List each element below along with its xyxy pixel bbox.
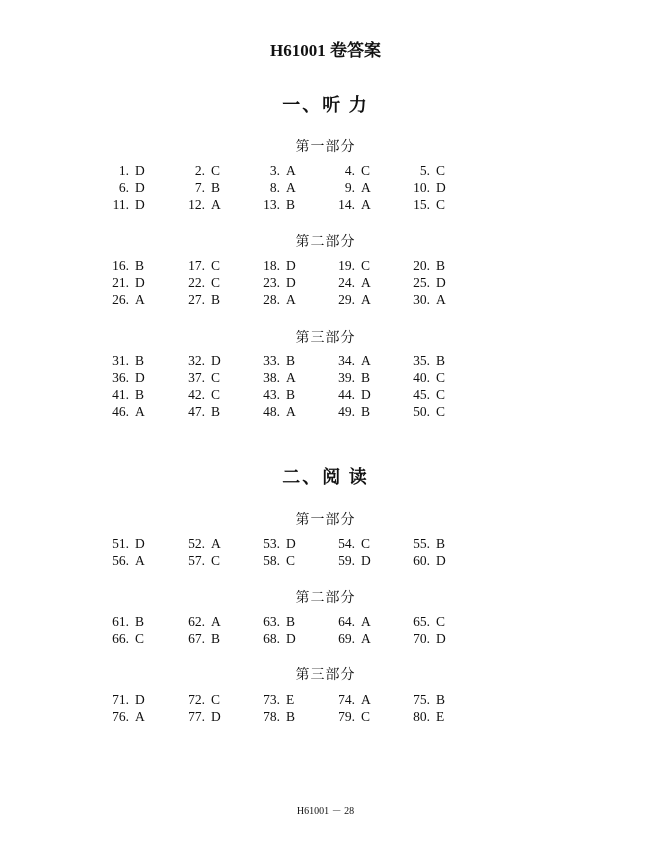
answer-letter: B bbox=[436, 692, 446, 707]
answer-letter: C bbox=[211, 387, 221, 402]
answer-letter: C bbox=[361, 709, 371, 724]
answer-letter: D bbox=[135, 180, 145, 195]
question-number: 29. bbox=[338, 292, 355, 307]
question-number: 73. bbox=[263, 692, 280, 707]
answer-letter: C bbox=[436, 387, 446, 402]
answer-letter: A bbox=[436, 292, 446, 307]
answer-letter: D bbox=[286, 631, 296, 646]
answer-letter: D bbox=[436, 553, 446, 568]
question-number: 30. bbox=[413, 292, 430, 307]
question-number: 76. bbox=[112, 709, 129, 724]
answer-letter: B bbox=[286, 197, 296, 212]
question-number: 36. bbox=[112, 370, 129, 385]
question-number: 80. bbox=[413, 709, 430, 724]
answer-row bbox=[0, 353, 651, 370]
answer-row bbox=[0, 163, 651, 180]
question-number: 58. bbox=[263, 553, 280, 568]
question-number: 66. bbox=[112, 631, 129, 646]
question-number: 60. bbox=[413, 553, 430, 568]
answer-letter: A bbox=[135, 709, 145, 724]
answer-letter: A bbox=[361, 353, 371, 368]
question-number: 9. bbox=[344, 180, 355, 195]
question-number: 49. bbox=[338, 404, 355, 419]
answer-letter: B bbox=[361, 404, 371, 419]
answer-row bbox=[0, 387, 651, 404]
question-number: 65. bbox=[413, 614, 430, 629]
answer-letter: B bbox=[211, 180, 221, 195]
answer-letter: B bbox=[286, 353, 296, 368]
question-number: 50. bbox=[413, 404, 430, 419]
answer-letter: D bbox=[361, 387, 371, 402]
question-number: 8. bbox=[269, 180, 280, 195]
page-footer: H61001 － 28 bbox=[296, 806, 355, 817]
section-title: 二、阅 读 bbox=[282, 467, 369, 487]
answer-letter: B bbox=[211, 404, 221, 419]
answer-letter: A bbox=[361, 180, 371, 195]
answer-letter: D bbox=[436, 631, 446, 646]
answer-letter: A bbox=[135, 404, 145, 419]
question-number: 26. bbox=[112, 292, 129, 307]
question-number: 63. bbox=[263, 614, 280, 629]
answer-letter: A bbox=[135, 553, 145, 568]
question-number: 61. bbox=[112, 614, 129, 629]
question-number: 32. bbox=[188, 353, 205, 368]
question-number: 55. bbox=[413, 536, 430, 551]
answer-letter: A bbox=[286, 292, 296, 307]
answer-row bbox=[0, 197, 651, 214]
answer-row bbox=[0, 614, 651, 631]
answer-letter: C bbox=[436, 614, 446, 629]
answer-letter: D bbox=[436, 275, 446, 290]
answer-letter: D bbox=[135, 370, 145, 385]
question-number: 10. bbox=[413, 180, 430, 195]
answer-letter: D bbox=[135, 692, 145, 707]
answer-letter: A bbox=[211, 197, 221, 212]
question-number: 34. bbox=[338, 353, 355, 368]
answer-letter: E bbox=[436, 709, 445, 724]
question-number: 38. bbox=[263, 370, 280, 385]
question-number: 62. bbox=[188, 614, 205, 629]
question-number: 5. bbox=[419, 163, 430, 178]
answer-letter: C bbox=[361, 163, 371, 178]
answer-letter: D bbox=[135, 536, 145, 551]
question-number: 21. bbox=[112, 275, 129, 290]
answer-letter: C bbox=[211, 275, 221, 290]
answer-letter: C bbox=[436, 163, 446, 178]
answer-letter: B bbox=[135, 353, 145, 368]
answer-letter: B bbox=[436, 258, 446, 273]
part-title: 第三部分 bbox=[295, 668, 356, 683]
answer-letter: B bbox=[286, 387, 296, 402]
answer-row bbox=[0, 631, 651, 648]
question-number: 11. bbox=[112, 197, 129, 212]
question-number: 39. bbox=[338, 370, 355, 385]
question-number: 44. bbox=[338, 387, 355, 402]
answer-letter: D bbox=[286, 275, 296, 290]
question-number: 13. bbox=[263, 197, 280, 212]
answer-letter: C bbox=[361, 258, 371, 273]
question-number: 78. bbox=[263, 709, 280, 724]
answer-letter: C bbox=[211, 370, 221, 385]
question-number: 54. bbox=[338, 536, 355, 551]
question-number: 56. bbox=[112, 553, 129, 568]
answer-letter: A bbox=[286, 163, 296, 178]
question-number: 47. bbox=[188, 404, 205, 419]
question-number: 40. bbox=[413, 370, 430, 385]
question-number: 27. bbox=[188, 292, 205, 307]
question-number: 18. bbox=[263, 258, 280, 273]
question-number: 14. bbox=[338, 197, 355, 212]
part-title: 第二部分 bbox=[295, 591, 356, 606]
question-number: 69. bbox=[338, 631, 355, 646]
question-number: 52. bbox=[188, 536, 205, 551]
question-number: 35. bbox=[413, 353, 430, 368]
answer-letter: A bbox=[361, 292, 371, 307]
question-number: 79. bbox=[338, 709, 355, 724]
answer-letter: D bbox=[436, 180, 446, 195]
answer-letter: B bbox=[211, 292, 221, 307]
question-number: 22. bbox=[188, 275, 205, 290]
question-number: 19. bbox=[338, 258, 355, 273]
question-number: 23. bbox=[263, 275, 280, 290]
answer-letter: C bbox=[211, 163, 221, 178]
answer-letter: A bbox=[211, 614, 221, 629]
answer-letter: C bbox=[135, 631, 145, 646]
question-number: 77. bbox=[188, 709, 205, 724]
part-title: 第三部分 bbox=[295, 331, 356, 346]
question-number: 46. bbox=[112, 404, 129, 419]
question-number: 67. bbox=[188, 631, 205, 646]
answer-letter: B bbox=[135, 387, 145, 402]
question-number: 57. bbox=[188, 553, 205, 568]
answer-letter: B bbox=[361, 370, 371, 385]
question-number: 25. bbox=[413, 275, 430, 290]
answer-letter: B bbox=[135, 614, 145, 629]
question-number: 37. bbox=[188, 370, 205, 385]
question-number: 3. bbox=[269, 163, 280, 178]
question-number: 33. bbox=[263, 353, 280, 368]
question-number: 7. bbox=[194, 180, 205, 195]
part-title: 第一部分 bbox=[295, 513, 356, 528]
answer-letter: A bbox=[211, 536, 221, 551]
answer-row bbox=[0, 292, 651, 309]
question-number: 72. bbox=[188, 692, 205, 707]
answer-letter: A bbox=[361, 614, 371, 629]
section-title: 一、听 力 bbox=[282, 95, 369, 115]
answer-letter: A bbox=[361, 197, 371, 212]
answer-letter: A bbox=[135, 292, 145, 307]
answer-row bbox=[0, 180, 651, 197]
question-number: 45. bbox=[413, 387, 430, 402]
answer-letter: D bbox=[211, 709, 221, 724]
question-number: 75. bbox=[413, 692, 430, 707]
answer-row bbox=[0, 536, 651, 553]
answer-letter: C bbox=[436, 197, 446, 212]
question-number: 16. bbox=[112, 258, 129, 273]
answer-letter: C bbox=[436, 404, 446, 419]
answer-letter: A bbox=[286, 180, 296, 195]
answer-letter: A bbox=[361, 631, 371, 646]
question-number: 68. bbox=[263, 631, 280, 646]
question-number: 24. bbox=[338, 275, 355, 290]
question-number: 64. bbox=[338, 614, 355, 629]
answer-letter: B bbox=[436, 353, 446, 368]
question-number: 59. bbox=[338, 553, 355, 568]
answer-letter: E bbox=[286, 692, 295, 707]
answer-row bbox=[0, 553, 651, 570]
question-number: 28. bbox=[263, 292, 280, 307]
answer-letter: D bbox=[135, 197, 145, 212]
question-number: 20. bbox=[413, 258, 430, 273]
answer-letter: D bbox=[286, 258, 296, 273]
part-title: 第一部分 bbox=[295, 140, 356, 155]
question-number: 2. bbox=[194, 163, 205, 178]
answer-letter: C bbox=[361, 536, 371, 551]
question-number: 42. bbox=[188, 387, 205, 402]
document-title: H61001 卷答案 bbox=[270, 41, 381, 60]
answer-letter: D bbox=[135, 163, 145, 178]
question-number: 70. bbox=[413, 631, 430, 646]
question-number: 48. bbox=[263, 404, 280, 419]
answer-row bbox=[0, 370, 651, 387]
answer-letter: A bbox=[286, 404, 296, 419]
question-number: 31. bbox=[112, 353, 129, 368]
answer-row bbox=[0, 404, 651, 421]
answer-letter: C bbox=[436, 370, 446, 385]
answer-letter: D bbox=[361, 553, 371, 568]
question-number: 6. bbox=[118, 180, 129, 195]
answer-letter: A bbox=[361, 275, 371, 290]
answer-row bbox=[0, 275, 651, 292]
answer-letter: B bbox=[436, 536, 446, 551]
question-number: 15. bbox=[413, 197, 430, 212]
question-number: 12. bbox=[188, 197, 205, 212]
answer-letter: D bbox=[286, 536, 296, 551]
answer-row bbox=[0, 709, 651, 726]
question-number: 53. bbox=[263, 536, 280, 551]
answer-letter: C bbox=[211, 553, 221, 568]
part-title: 第二部分 bbox=[295, 235, 356, 250]
answer-row bbox=[0, 692, 651, 709]
answer-letter: D bbox=[135, 275, 145, 290]
question-number: 41. bbox=[112, 387, 129, 402]
question-number: 51. bbox=[112, 536, 129, 551]
question-number: 71. bbox=[112, 692, 129, 707]
answer-letter: B bbox=[135, 258, 145, 273]
question-number: 74. bbox=[338, 692, 355, 707]
answer-letter: C bbox=[211, 258, 221, 273]
answer-letter: B bbox=[286, 614, 296, 629]
question-number: 4. bbox=[344, 163, 355, 178]
question-number: 17. bbox=[188, 258, 205, 273]
answer-letter: C bbox=[286, 553, 296, 568]
answer-letter: D bbox=[211, 353, 221, 368]
answer-letter: A bbox=[286, 370, 296, 385]
question-number: 43. bbox=[263, 387, 280, 402]
answer-letter: C bbox=[211, 692, 221, 707]
answer-letter: B bbox=[211, 631, 221, 646]
question-number: 1. bbox=[118, 163, 129, 178]
answer-letter: B bbox=[286, 709, 296, 724]
answer-row bbox=[0, 258, 651, 275]
answer-letter: A bbox=[361, 692, 371, 707]
